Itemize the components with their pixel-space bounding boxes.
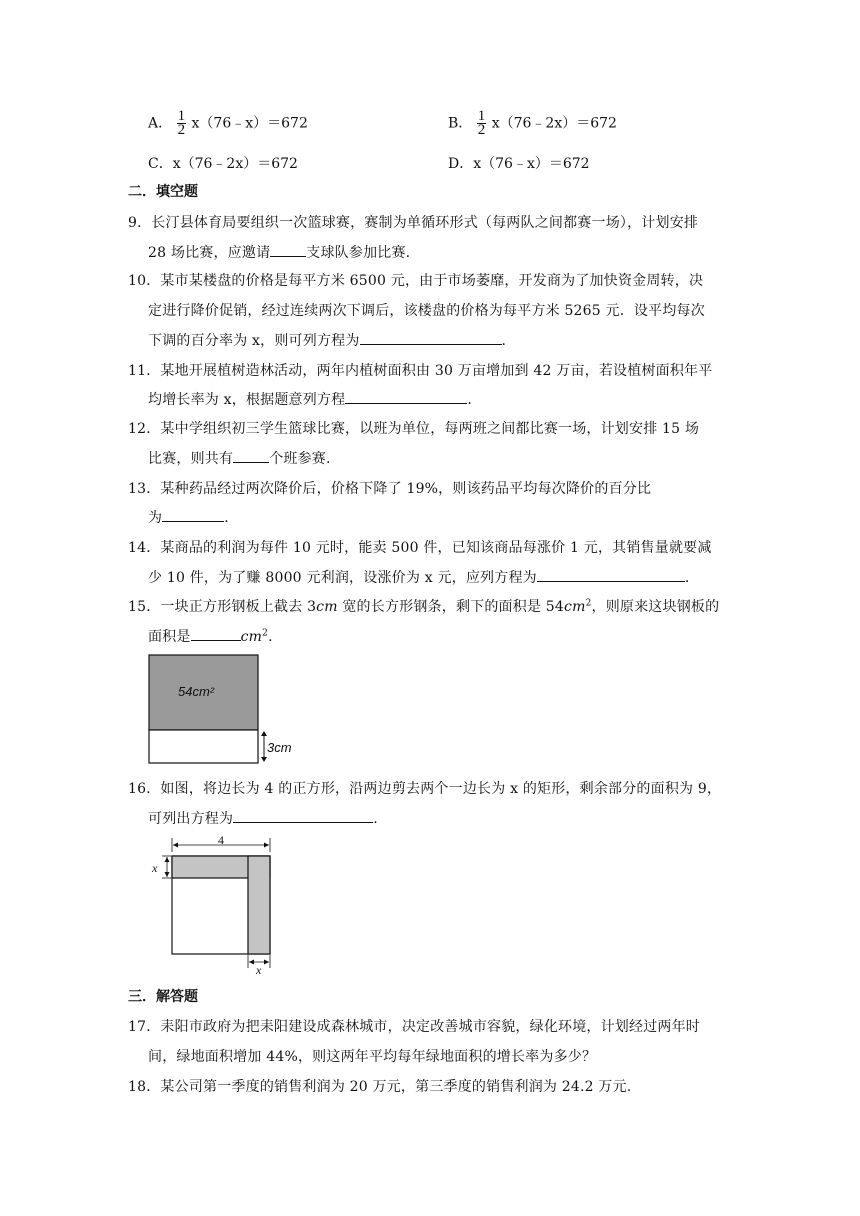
arrow-right-icon — [264, 960, 269, 965]
right-cut-rect — [248, 856, 270, 954]
q12-line2: 比赛，则共有 个班参赛. — [148, 448, 331, 468]
q18-line1: 18．某公司第一季度的销售利润为 20 万元，第三季度的销售利润为 24.2 万元. — [128, 1079, 632, 1095]
q14-line1: 14．某商品的利润为每件 10 元时，能卖 500 件，已知该商品每涨价 1 元，其销售量就要减 — [128, 540, 712, 556]
arrow-up-icon — [261, 731, 267, 736]
figure-16-diagram — [148, 834, 288, 976]
option-b — [448, 110, 617, 137]
option-b-text: x（76﹣2x）＝672 — [491, 115, 617, 132]
arrow-left-icon — [173, 843, 178, 848]
q10-line3: 下调的百分率为 x，则可列方程为 . — [148, 330, 506, 350]
figure-15-diagram — [148, 654, 298, 766]
bottom-x-label: x — [256, 963, 262, 976]
strip-rect — [149, 730, 258, 763]
side-x-label: x — [152, 861, 158, 875]
arrow-down-icon — [165, 872, 170, 877]
q9-line2: 28 场比赛，应邀请 支球队参加比赛. — [148, 242, 410, 262]
answer-blank[interactable] — [233, 808, 373, 823]
top-length-label: 4 — [218, 834, 224, 847]
area-label: 54cm² — [178, 684, 215, 699]
section-heading-fill-blank: 二．填空题 — [128, 184, 198, 200]
q15-line1: 15．一块正方形钢板上截去 3cm 宽的长方形钢条，剩下的面积是 $54cm^2$，则原来这块钢板的 — [128, 598, 720, 615]
option-d — [448, 153, 590, 173]
strip-width-label: 3cm — [267, 740, 292, 755]
option-c — [148, 153, 298, 173]
option-a-text: x（76﹣x）＝672 — [191, 115, 308, 132]
q12-line1: 12．某中学组织初三学生篮球比赛，以班为单位，每两班之间都比赛一场，计划安排 15 场 — [128, 421, 700, 437]
answer-blank[interactable] — [191, 626, 241, 641]
answer-blank[interactable] — [345, 389, 467, 404]
option-d-label: D． — [448, 156, 474, 172]
q15-line2: 面积是 $cm^2$. — [148, 626, 273, 646]
option-b-label: B． — [448, 115, 473, 132]
q17-line2: 间，绿地面积增加 44%，则这两年平均每年绿地面积的增长率为多少？ — [148, 1049, 597, 1065]
q11-line2: 均增长率为 x，根据题意列方程 . — [148, 389, 472, 409]
answer-blank[interactable] — [360, 330, 502, 345]
q11-line1: 11．某地开展植树造林活动，两年内植树面积由 30 万亩增加到 42 万亩，若设植树面积年平 — [128, 363, 713, 379]
option-c-text: x（76﹣2x）＝672 — [172, 156, 298, 172]
q13-line2: 为 . — [148, 507, 229, 527]
q14-line2: 少 10 件，为了赚 8000 元利润，设涨价为 x 元，应列方程为 . — [148, 567, 690, 587]
fraction-half: $\frac{1}{2}$ — [177, 108, 186, 138]
option-a-label: A． — [148, 115, 173, 132]
q10-line2: 定进行降价促销，经过连续两次下调后，该楼盘的价格为每平方米 5265 元．设平均每次 — [148, 303, 705, 319]
option-d-text: x（76﹣x）＝672 — [473, 156, 590, 172]
q13-line1: 13．某种药品经过两次降价后，价格下降了 19%，则该药品平均每次降价的百分比 — [128, 481, 652, 497]
arrow-up-icon — [165, 857, 170, 862]
fraction-half: $\frac{1}{2}$ — [477, 108, 486, 138]
option-c-label: C． — [148, 156, 173, 172]
arrow-down-icon — [261, 757, 267, 762]
q16-line2: 可列出方程为 . — [148, 808, 378, 828]
answer-blank[interactable] — [537, 567, 685, 582]
q16-line1: 16．如图，将边长为 4 的正方形，沿两边剪去两个一边长为 x 的矩形，剩余部分的面积为 9， — [128, 781, 722, 797]
answer-blank[interactable] — [233, 448, 269, 463]
answer-blank[interactable] — [270, 242, 306, 257]
option-a — [148, 110, 308, 137]
q17-line1: 17．耒阳市政府为把耒阳建设成森林城市，决定改善城市容貌，绿化环境，计划经过两年时 — [128, 1019, 701, 1035]
arrow-left-icon — [249, 960, 254, 965]
q10-line1: 10．某市某楼盘的价格是每平方米 6500 元，由于市场萎靡，开发商为了加快资金周转，决 — [128, 273, 704, 289]
arrow-right-icon — [264, 843, 269, 848]
q9-line1: 9．长汀县体育局要组织一次篮球赛，赛制为单循环形式（每两队之间都赛一场），计划安排 — [128, 215, 699, 231]
answer-blank[interactable] — [162, 507, 224, 522]
section-heading-solve: 三．解答题 — [128, 989, 198, 1005]
